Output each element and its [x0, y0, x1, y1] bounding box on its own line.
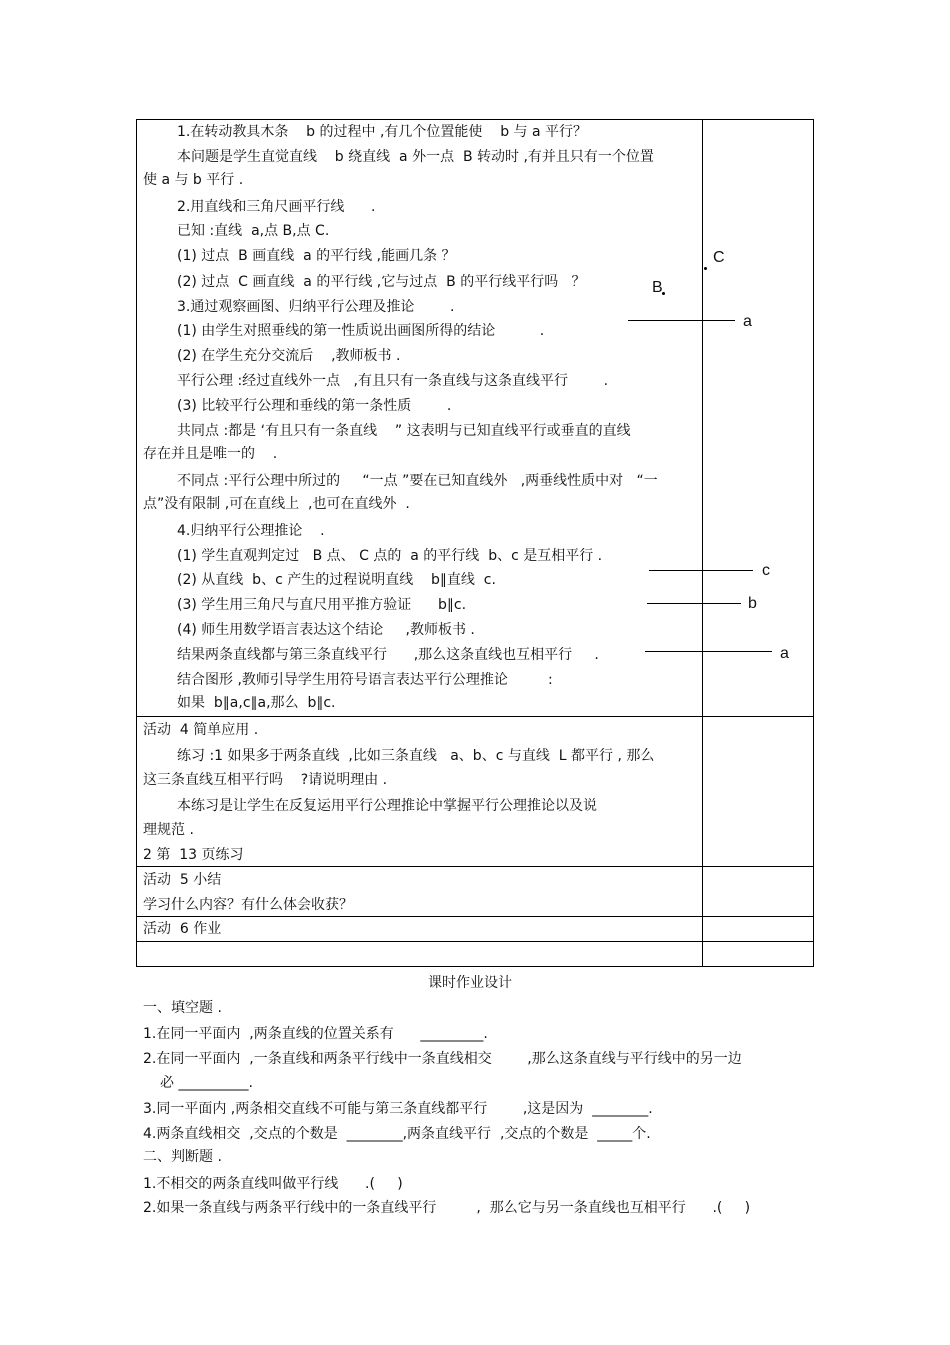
- table-border-top: [136, 119, 814, 120]
- label-line-c: c: [762, 562, 770, 579]
- question: 3.同一平面内 ,两条相交直线不可能与第三条直线都平行 ,这是因为 ________.: [143, 1101, 653, 1117]
- text-line: (1) 学生直观判定过 B 点、 C 点的 a 的平行线 b、c 是互相平行 .: [177, 548, 603, 564]
- text-line: 平行公理 :经过直线外一点 ,有且只有一条直线与这条直线平行 .: [177, 373, 609, 389]
- text-line: (2) 在学生充分交流后 ,教师板书 .: [177, 348, 401, 364]
- text-line: 存在并且是唯一的 .: [143, 446, 278, 462]
- activity-heading: 活动 6 作业: [143, 921, 222, 937]
- activity-heading: 活动 5 小结: [143, 872, 222, 888]
- question: 必 __________.: [160, 1075, 253, 1091]
- text-line: 理规范 .: [143, 822, 194, 838]
- label-c: C: [713, 249, 725, 266]
- question: 1.在同一平面内 ,两条直线的位置关系有 _________.: [143, 1026, 488, 1042]
- text-line: (4) 师生用数学语言表达这个结论 ,教师板书 .: [177, 622, 475, 638]
- table-border-bottom: [136, 966, 814, 967]
- label-line-a: a: [780, 645, 789, 662]
- text-line: (1) 过点 B 画直线 a 的平行线 ,能画几条 ？: [177, 248, 456, 264]
- point-c: [704, 267, 707, 270]
- text-line: 本练习是让学生在反复运用平行公理推论中掌握平行公理推论以及说: [177, 798, 597, 814]
- table-border-left: [136, 119, 137, 967]
- text-line: 这三条直线互相平行吗 ?请说明理由 .: [143, 772, 388, 788]
- question: 1.不相交的两条直线叫做平行线 .( ): [143, 1176, 403, 1192]
- question: 2.在同一平面内 ,一条直线和两条平行线中一条直线相交 ,那么这条直线与平行线中的另一边: [143, 1051, 742, 1067]
- text-line: (1) 由学生对照垂线的第一性质说出画图所得的结论 .: [177, 323, 545, 339]
- text-line: 已知 :直线 a,点 B,点 C.: [177, 223, 330, 239]
- table-divider-activity5: [136, 866, 814, 867]
- line-a: [628, 320, 735, 321]
- activity-heading: 活动 4 简单应用 .: [143, 722, 259, 738]
- label-b: B: [652, 279, 663, 296]
- table-divider-activity4: [136, 716, 814, 717]
- text-line: 学习什么内容？有什么体会收获？: [143, 897, 353, 913]
- text-line: (3) 学生用三角尺与直尺用平推方验证 b∥c.: [177, 597, 467, 613]
- table-divider-activity6: [136, 916, 814, 917]
- text-line: 3.通过观察画图、归纳平行公理及推论 .: [177, 299, 455, 315]
- line-c: [649, 570, 753, 571]
- text-line: 练习 :1 如果多于两条直线 ,比如三条直线 a、b、c 与直线 L 都平行 , 那么: [177, 748, 655, 764]
- label-line-b: b: [748, 595, 757, 612]
- text-line: 结合图形 ,教师引导学生用符号语言表达平行公理推论 :: [177, 672, 553, 688]
- text-line: 共同点 :都是 ‘有且只有一条直线 ” 这表明与已知直线平行或垂直的直线: [177, 423, 631, 439]
- text-line: 不同点 :平行公理中所过的 “一点 ”要在已知直线外 ,两垂线性质中对 “一: [177, 473, 658, 489]
- question: 4.两条直线相交 ,交点的个数是 ________,两条直线平行 ,交点的个数是 _____个.: [143, 1126, 651, 1142]
- line-b: [647, 603, 741, 604]
- text-line: 使 a 与 b 平行 .: [143, 172, 244, 188]
- text-line: 2.用直线和三角尺画平行线 .: [177, 199, 376, 215]
- text-line: 如果 b∥a,c∥a,那么 b∥c.: [177, 695, 336, 711]
- text-line: (2) 从直线 b、c 产生的过程说明直线 b∥直线 c.: [177, 572, 496, 588]
- text-line: 本问题是学生直觉直线 b 绕直线 a 外一点 B 转动时 ,有并且只有一个位置: [177, 149, 654, 165]
- text-line: (2) 过点 C 画直线 a 的平行线 ,它与过点 B 的平行线平行吗 ？: [177, 274, 586, 290]
- homework-title: 课时作业设计: [428, 975, 512, 991]
- line-a2: [645, 651, 772, 652]
- text-line: 4.归纳平行公理推论 .: [177, 523, 325, 539]
- table-border-right: [813, 119, 814, 967]
- text-line: (3) 比较平行公理和垂线的第一条性质 .: [177, 398, 452, 414]
- text-line: 点”没有限制 ,可在直线上 ,也可在直线外 .: [143, 496, 410, 512]
- section-heading: 一、填空题 .: [143, 1000, 222, 1016]
- table-column-divider: [702, 119, 703, 967]
- text-line: 1.在转动教具木条 b 的过程中 ,有几个位置能使 b 与 a 平行？: [177, 124, 588, 140]
- text-line: 结果两条直线都与第三条直线平行 ,那么这条直线也互相平行 .: [177, 647, 599, 663]
- question: 2.如果一条直线与两条平行线中的一条直线平行 , 那么它与另一条直线也互相平行 .( ): [143, 1200, 751, 1216]
- table-divider-empty: [136, 941, 814, 942]
- section-heading: 二、判断题 .: [143, 1149, 222, 1165]
- text-line: 2 第 13 页练习: [143, 847, 244, 863]
- label-a: a: [743, 313, 752, 330]
